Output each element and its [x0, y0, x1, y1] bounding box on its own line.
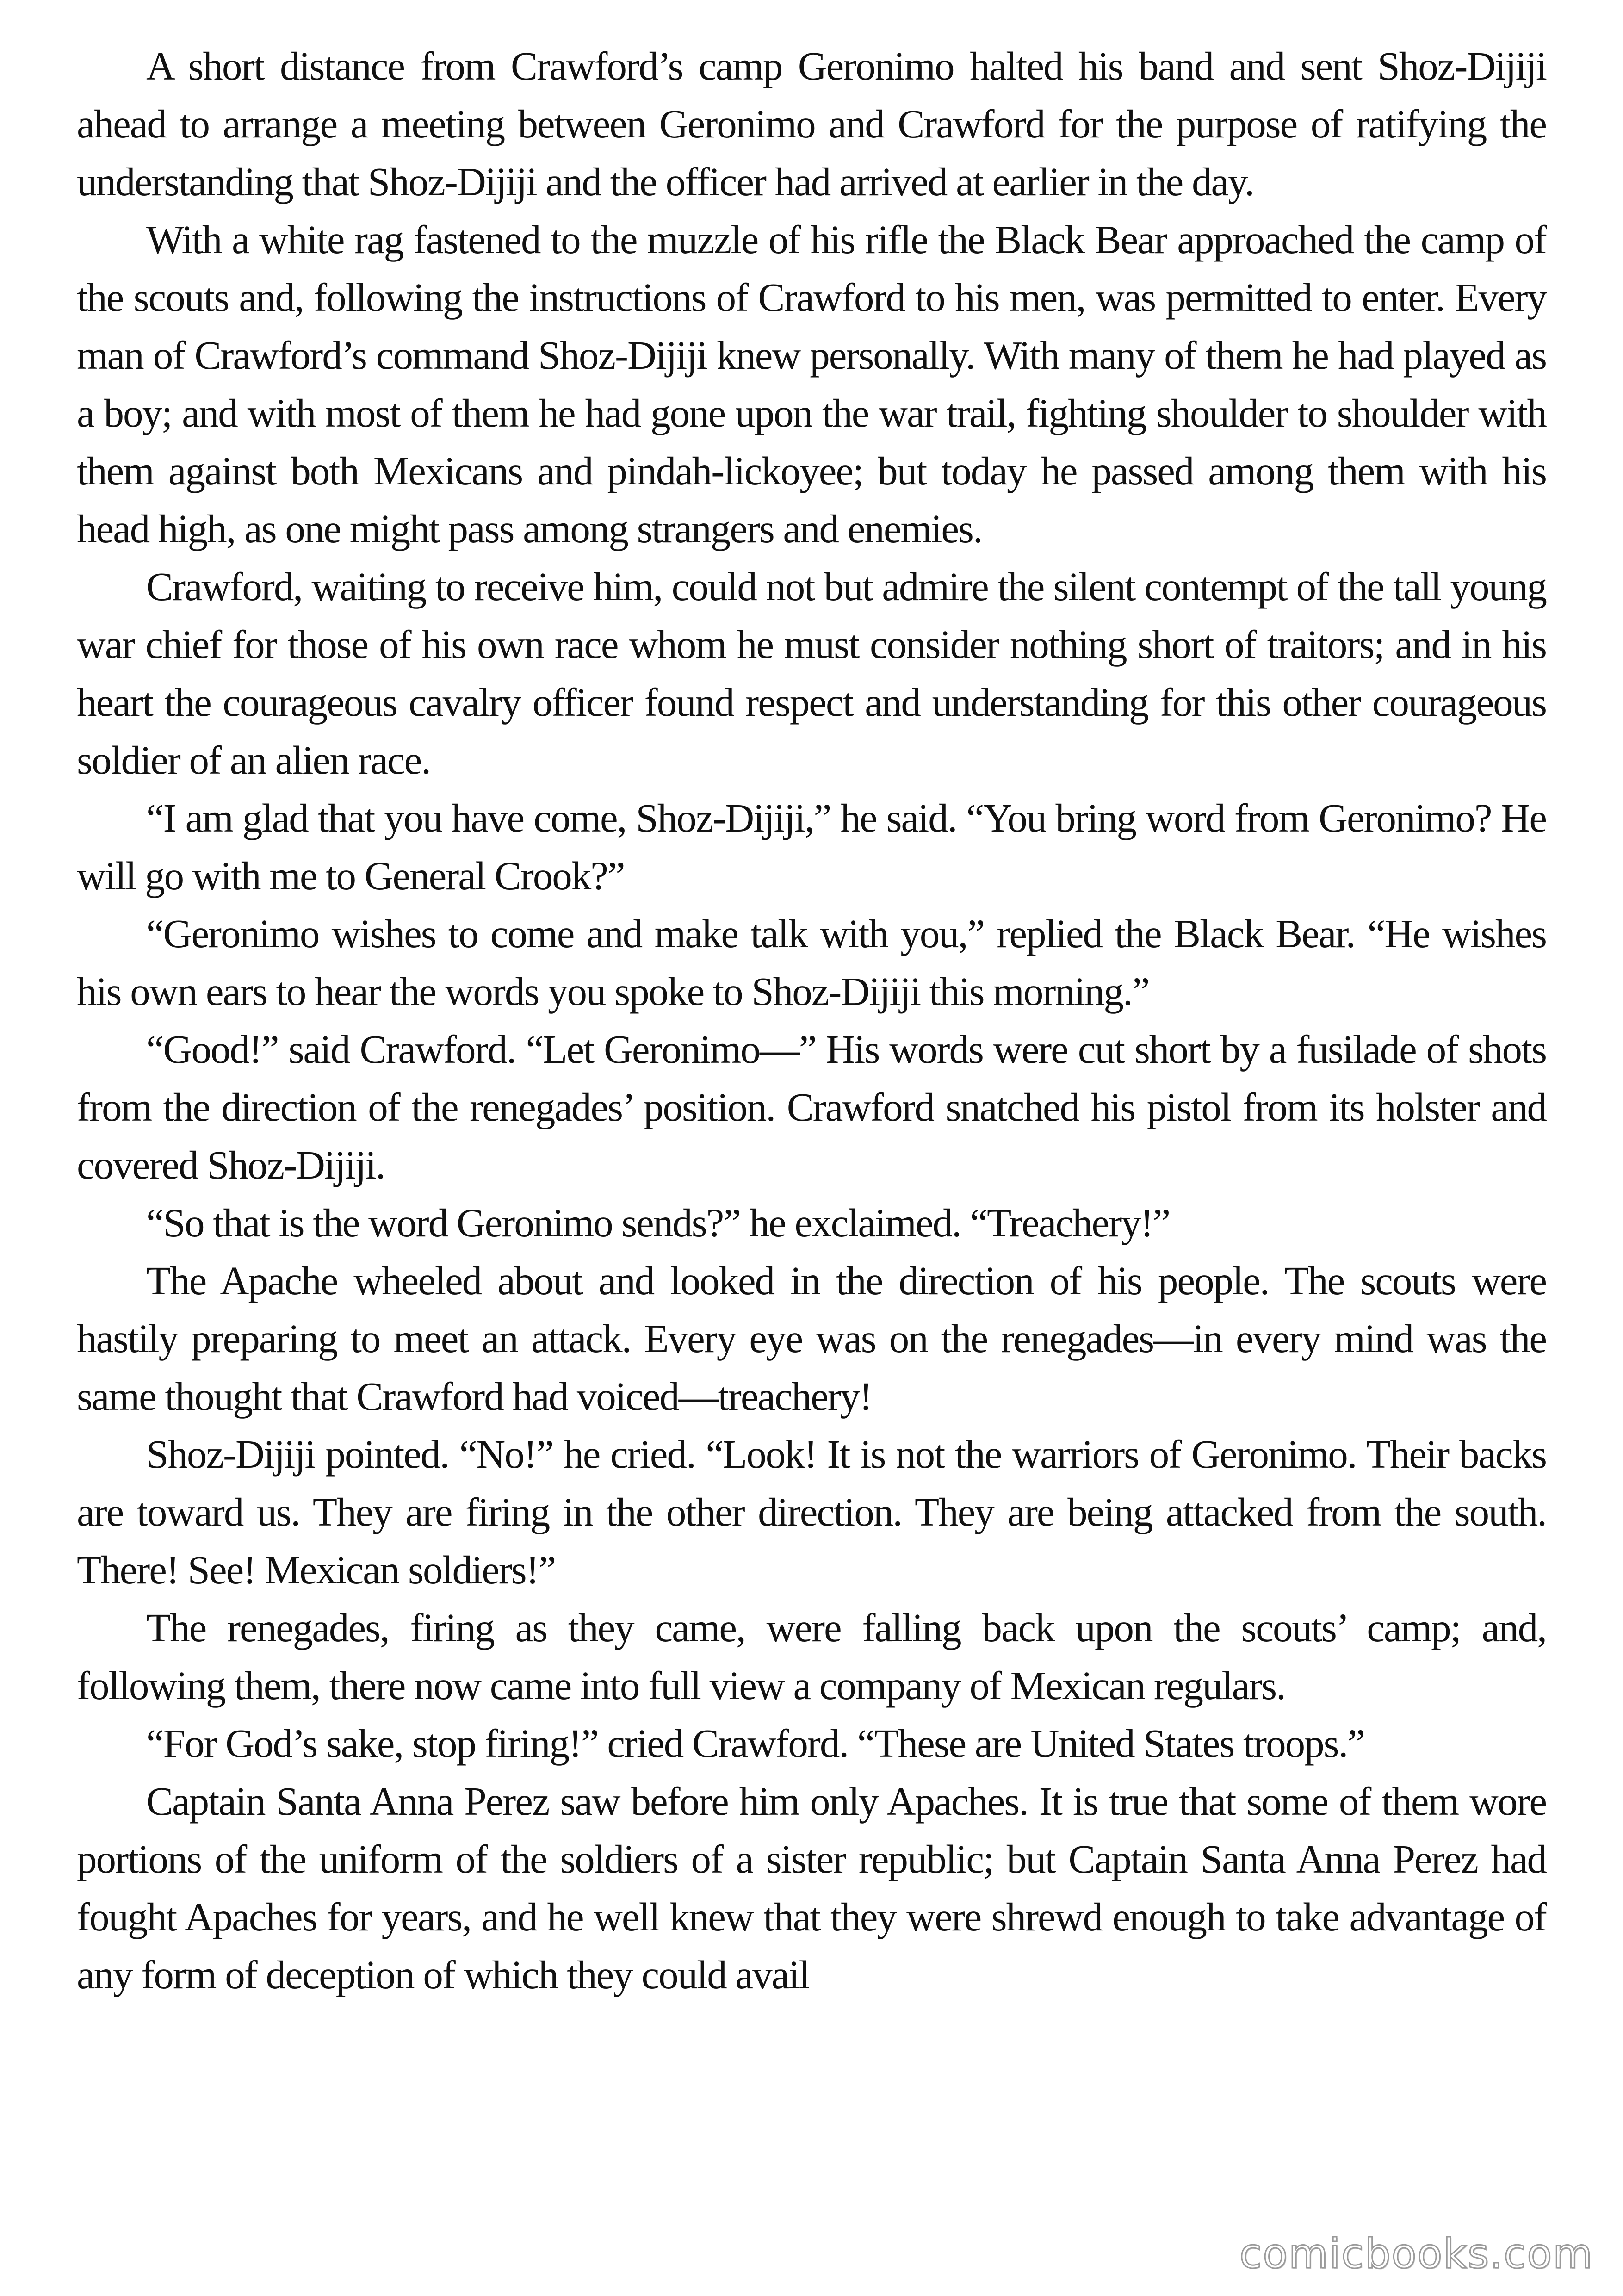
paragraph-1: A short distance from Crawford’s camp Geronimo halted his band and sent Shoz-Dijiji ahead to arrange a meeting between Geronimo and Crawford for the purpose of ratifying the understanding that Shoz-Dijiji and the officer had arrived at earlier in the day.	[77, 43, 1546, 204]
paragraph-10: The renegades, firing as they came, were falling back upon the scouts’ camp; and, following them, there now came into full view a company of Mexican regulars.	[77, 1605, 1546, 1708]
paragraph-11: “For God’s sake, stop firing!” cried Crawford. “These are United States troops.”	[146, 1721, 1364, 1766]
paragraph-2: With a white rag fastened to the muzzle of his rifle the Black Bear approached the camp of the scouts and, following the instructions of Crawford to his men, was permitted to enter. Every man of Crawford’s command Shoz-Dijiji knew personally. With many of them he had played as a boy; and with most of them he had gone upon the war trail, fighting shoulder to shoulder with them against both Mexicans and pindah-lickoyee; but today he passed among them with his head high, as one might pass among strangers and enemies.	[77, 217, 1546, 551]
paragraph-9: Shoz-Dijiji pointed. “No!” he cried. “Look! It is not the warriors of Geronimo. Their backs are toward us. They are firing in the other direction. They are being attacked from the south. There! See! Mexican soldiers!”	[77, 1432, 1546, 1592]
paragraph-6: “Good!” said Crawford. “Let Geronimo—” His words were cut short by a fusilade of shots from the direction of the renegades’ position. Crawford snatched his pistol from its holster and covered Shoz-Dijiji.	[77, 1027, 1546, 1187]
document-page	[77, 37, 1546, 2212]
watermark: comicbooks.com	[1239, 2230, 1593, 2277]
paragraph-5: “Geronimo wishes to come and make talk with you,” replied the Black Bear. “He wishes his own ears to hear the words you spoke to Shoz-Dijiji this morning.”	[77, 911, 1546, 1014]
paragraph-3: Crawford, waiting to receive him, could not but admire the silent contempt of the tall young war chief for those of his own race whom he must consider nothing short of traitors; and in his heart the courageous cavalry officer found respect and understanding for this other courageous soldier of an alien race.	[77, 564, 1546, 782]
paragraph-8: The Apache wheeled about and looked in the direction of his people. The scouts were hastily preparing to meet an attack. Every eye was on the renegades—in every mind was the same thought that Crawford had voiced—treachery!	[77, 1258, 1546, 1419]
paragraph-12: Captain Santa Anna Perez saw before him only Apaches. It is true that some of them wore portions of the uniform of the soldiers of a sister republic; but Captain Santa Anna Perez had fought Apaches for years, and he well knew that they were shrewd enough to take advantage of any form of deception of which they could avail	[77, 1779, 1546, 1997]
paragraph-4: “I am glad that you have come, Shoz-Dijiji,” he said. “You bring word from Geronimo? He will go with me to General Crook?”	[77, 795, 1546, 898]
paragraph-7: “So that is the word Geronimo sends?” he exclaimed. “Treachery!”	[146, 1200, 1170, 1245]
